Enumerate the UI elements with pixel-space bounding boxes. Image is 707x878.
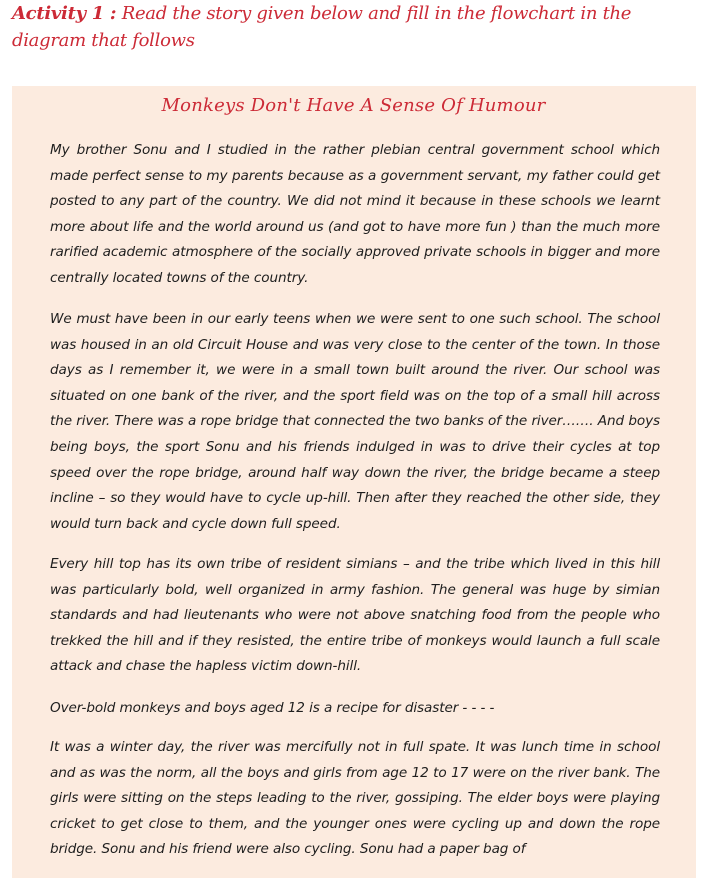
activity-label: Activity 1 : (12, 3, 117, 24)
story-paragraph-1: My brother Sonu and I studied in the rather plebian central government school which made perfect sense to my parents because as a government servant, my father could get posted to any part of the country. We did not mind it because in these schools we learnt more about life and the world around us (and got to have more fun ) than the much more rarified academic atmosphere of the socially approved private schools in bigger and more centrally located towns of the country. (50, 142, 660, 286)
story-paragraph-4: Over-bold monkeys and boys aged 12 is a recipe for disaster - - - - (50, 700, 495, 716)
activity-heading (12, 0, 702, 54)
story-paragraph-3: Every hill top has its own tribe of resident simians – and the tribe which lived in this hill was particularly bold, well organized in army fashion. The general was huge by simian standards and had lieutenants who were not above snatching food from the people who trekked the hill and if they resisted, the entire tribe of monkeys would launch a full scale attack and chase the hapless victim down-hill. (50, 556, 660, 675)
story-paragraph-2: We must have been in our early teens when we were sent to one such school. The school was housed in an old Circuit House and was very close to the center of the town. In those days as I remember it, we were in a small town built around the river. Our school was situated on one bank of the river, and the sport field was on the top of a small hill across the river. There was a rope bridge that connected the two banks of the river……. And boys being boys, the sport Sonu and his friends indulged in was to drive their cycles at top speed over the rope bridge, around half way down the river, the bridge became a steep incline – so they would have to cycle up-hill. Then after they reached the other side, they would turn back and cycle down full speed. (50, 311, 660, 532)
story-title: Monkeys Don't Have A Sense Of Humour (161, 95, 546, 116)
activity-instruction: Read the story given below and fill in the flowchart in the diagram that follows (12, 3, 632, 51)
story-paragraph-5: It was a winter day, the river was mercifully not in full spate. It was lunch time in school and as was the norm, all the boys and girls from age 12 to 17 were on the river bank. The girls were sitting on the steps leading to the river, gossiping. The elder boys were playing cricket to get close to them, and the younger ones were cycling up and down the rope bridge. Sonu and his friend were also cycling. Sonu had a paper bag of (50, 739, 660, 858)
